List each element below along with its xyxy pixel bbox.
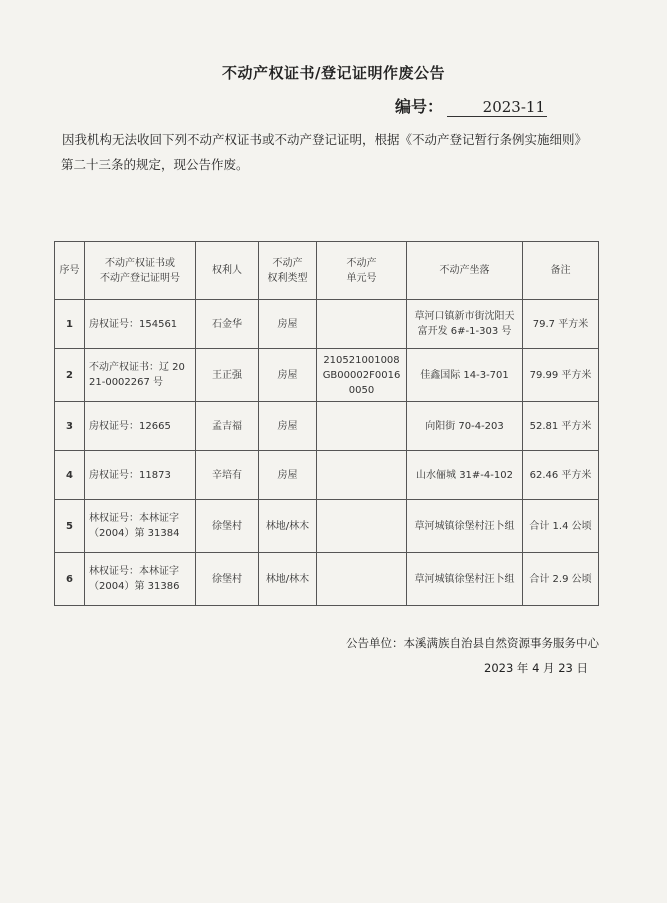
cell-note: 合计 1.4 公顷 [523, 500, 599, 553]
cell-holder: 石金华 [196, 300, 259, 349]
header-cert: 不动产权证书或 不动产登记证明号 [85, 242, 196, 300]
cell-unit [317, 300, 407, 349]
intro-line-2: 第二十三条的规定，现公告作废。 [61, 157, 249, 172]
cell-location: 草河城镇徐堡村汪卜组 [407, 500, 523, 553]
table-row [55, 402, 599, 451]
number-label: 编号： [395, 97, 444, 116]
table-row [55, 300, 599, 349]
document-title: 不动产权证书/登记证明作废公告 [222, 64, 445, 82]
table-row [55, 500, 599, 553]
cell-note: 62.46 平方米 [523, 451, 599, 500]
cell-idx: 3 [55, 402, 85, 451]
cell-holder: 孟吉福 [196, 402, 259, 451]
header-location: 不动产坐落 [407, 242, 523, 300]
cell-cert: 房权证号：11873 [85, 451, 196, 500]
intro-paragraph [63, 127, 623, 177]
cell-idx: 2 [55, 349, 85, 402]
cell-unit [317, 451, 407, 500]
cell-location: 草河城镇徐堡村汪卜组 [407, 553, 523, 606]
table-header-row [55, 242, 599, 300]
cell-cert: 房权证号：12665 [85, 402, 196, 451]
cell-unit: 210521001008GB00002F00160050 [317, 349, 407, 402]
cell-unit [317, 500, 407, 553]
cell-note: 79.7 平方米 [523, 300, 599, 349]
issue-date: 2023 年 4 月 23 日 [484, 661, 588, 675]
table-row [55, 451, 599, 500]
cell-type: 房屋 [259, 402, 317, 451]
cancellation-table [54, 241, 599, 606]
cell-type: 林地/林木 [259, 500, 317, 553]
cell-cert: 不动产权证书：辽 2021-0002267 号 [85, 349, 196, 402]
cell-idx: 5 [55, 500, 85, 553]
cell-type: 林地/林木 [259, 553, 317, 606]
cell-note: 合计 2.9 公顷 [523, 553, 599, 606]
cell-unit [317, 553, 407, 606]
cell-holder: 辛培有 [196, 451, 259, 500]
cell-type: 房屋 [259, 349, 317, 402]
table-row [55, 349, 599, 402]
cell-type: 房屋 [259, 451, 317, 500]
cell-idx: 1 [55, 300, 85, 349]
header-idx: 序号 [55, 242, 85, 300]
header-type: 不动产 权利类型 [259, 242, 317, 300]
header-unit: 不动产 单元号 [317, 242, 407, 300]
issuing-unit: 公告单位：本溪满族自治县自然资源事务服务中心 [346, 636, 599, 650]
number-value: 2023-11 [447, 98, 547, 117]
header-holder: 权利人 [196, 242, 259, 300]
table-row [55, 553, 599, 606]
cell-type: 房屋 [259, 300, 317, 349]
intro-line-1: 因我机构无法收回下列不动产权证书或不动产登记证明，根据《不动产登记暂行条例实施细则》 [62, 132, 588, 147]
cell-cert: 林权证号：本林证字（2004）第 31384 [85, 500, 196, 553]
header-note: 备注 [523, 242, 599, 300]
cell-note: 79.99 平方米 [523, 349, 599, 402]
cell-idx: 4 [55, 451, 85, 500]
cell-location: 佳鑫国际 14-3-701 [407, 349, 523, 402]
document-number [395, 94, 547, 117]
cell-holder: 徐堡村 [196, 500, 259, 553]
cell-note: 52.81 平方米 [523, 402, 599, 451]
cell-location: 向阳街 70-4-203 [407, 402, 523, 451]
cell-unit [317, 402, 407, 451]
cell-idx: 6 [55, 553, 85, 606]
cell-holder: 徐堡村 [196, 553, 259, 606]
cell-cert: 房权证号：154561 [85, 300, 196, 349]
cell-location: 山水俪城 31#-4-102 [407, 451, 523, 500]
cell-location: 草河口镇新市街沈阳天富开发 6#-1-303 号 [407, 300, 523, 349]
cell-cert: 林权证号：本林证字（2004）第 31386 [85, 553, 196, 606]
cell-holder: 王正强 [196, 349, 259, 402]
